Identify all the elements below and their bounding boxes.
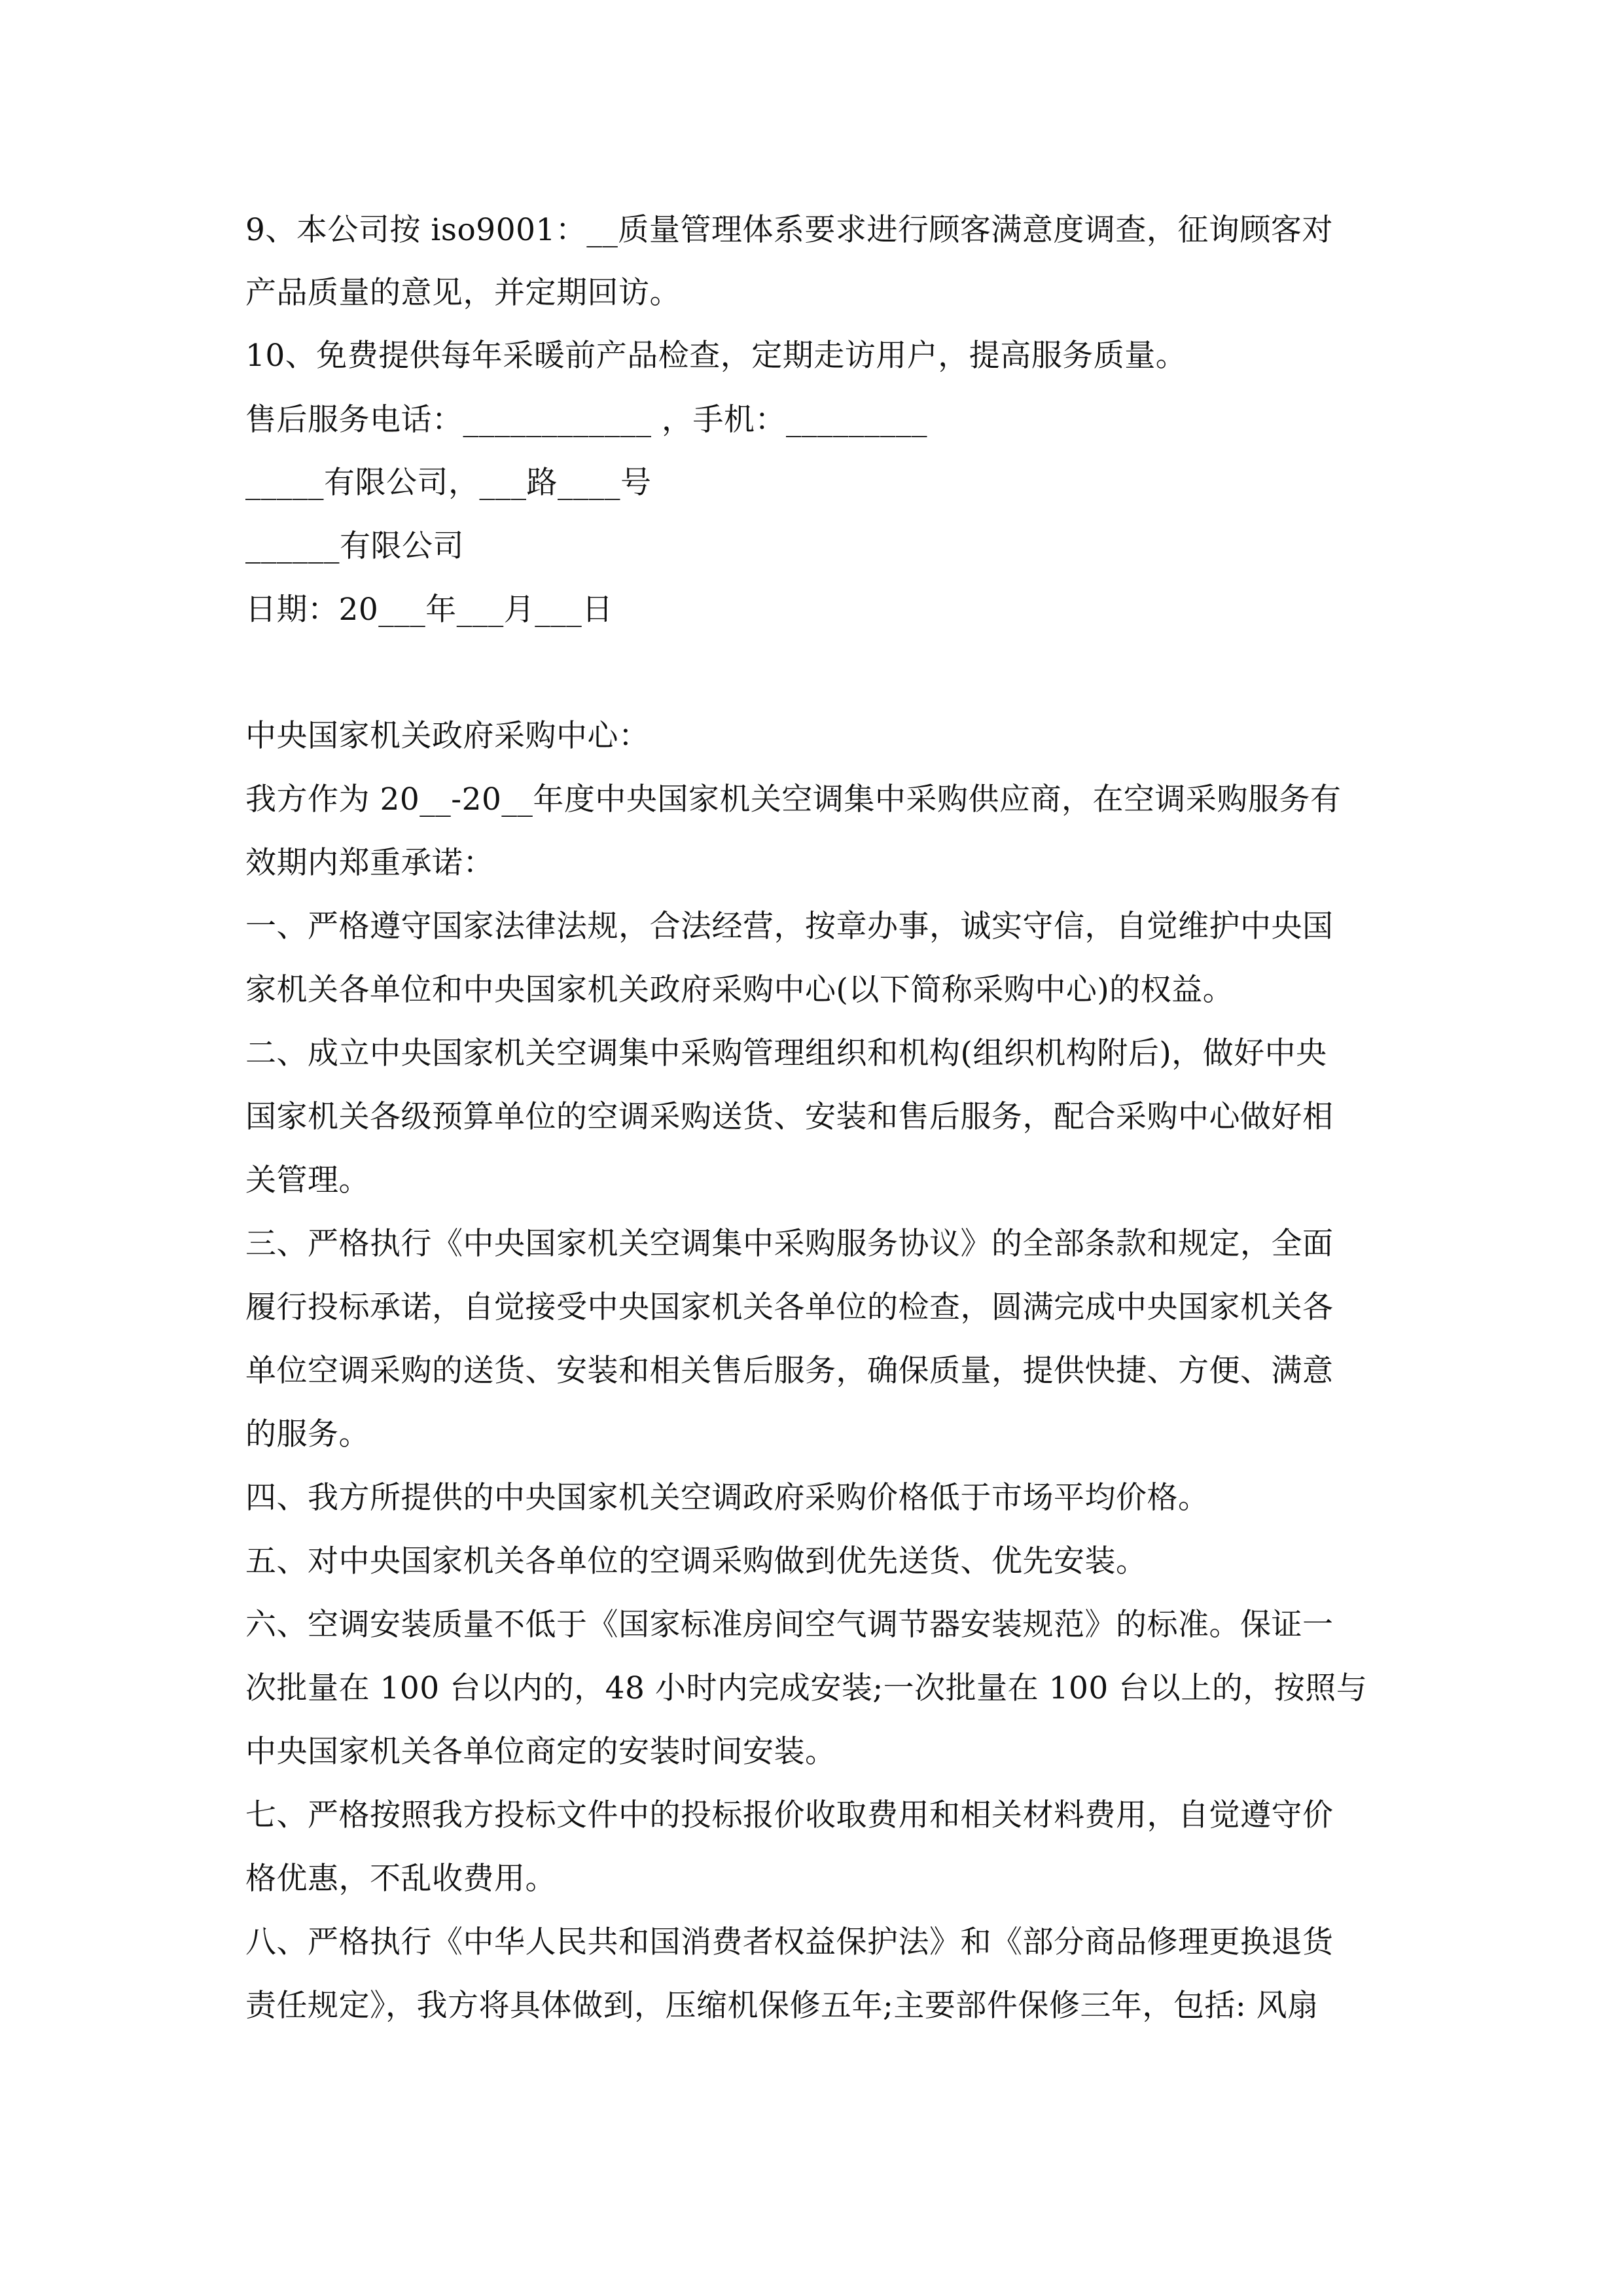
promise-6-line-3: 中央国家机关各单位商定的安装时间安装。 — [245, 1734, 836, 1770]
intro-line-1: 我方作为 20__-20__年度中央国家机关空调集中采购供应商，在空调采购服务有 — [245, 781, 1342, 817]
promise-1-line-1: 一、严格遵守国家法律法规，合法经营，按章办事，诚实守信，自觉维护中央国 — [245, 908, 1334, 944]
promise-1-line-2: 家机关各单位和中央国家机关政府采购中心(以下简称采购中心)的权益。 — [245, 972, 1234, 1008]
promise-7-line-2: 格优惠，不乱收费用。 — [245, 1861, 556, 1897]
promise-7-line-1: 七、严格按照我方投标文件中的投标报价收取费用和相关材料费用，自觉遵守价 — [245, 1797, 1334, 1833]
clause-9-line-2: 产品质量的意见，并定期回访。 — [245, 275, 681, 311]
company-name-line: ______有限公司 — [245, 528, 464, 564]
promise-6-line-2: 次批量在 100 台以内的，48 小时内完成安装;一次批量在 100 台以上的，按照与 — [245, 1670, 1368, 1706]
promise-3-line-3: 单位空调采购的送货、安装和相关售后服务，确保质量，提供快捷、方便、满意 — [245, 1353, 1334, 1389]
promise-8-line-1: 八、严格执行《中华人民共和国消费者权益保护法》和《部分商品修理更换退货 — [245, 1924, 1334, 1960]
intro-line-2: 效期内郑重承诺： — [245, 845, 494, 881]
promise-2-line-2: 国家机关各级预算单位的空调采购送货、安装和售后服务，配合采购中心做好相 — [245, 1099, 1334, 1135]
salutation: 中央国家机关政府采购中心： — [245, 718, 650, 754]
clause-9-line-1: 9、本公司按 iso9001：__质量管理体系要求进行顾客满意度调查，征询顾客对 — [245, 212, 1333, 248]
service-phone-line: 售后服务电话：____________ ，手机：_________ — [245, 402, 927, 438]
promise-2-line-1: 二、成立中央国家机关空调集中采购管理组织和机构(组织机构附后)，做好中央 — [245, 1035, 1327, 1071]
promise-3-line-4: 的服务。 — [245, 1416, 370, 1452]
company-address-line: _____有限公司，___路____号 — [245, 465, 652, 501]
promise-2-line-3: 关管理。 — [245, 1162, 370, 1198]
promise-6-line-1: 六、空调安装质量不低于《国家标准房间空气调节器安装规范》的标准。保证一 — [245, 1607, 1334, 1643]
promise-3-line-1: 三、严格执行《中央国家机关空调集中采购服务协议》的全部条款和规定，全面 — [245, 1226, 1334, 1262]
clause-10-line: 10、免费提供每年采暖前产品检查，定期走访用户，提高服务质量。 — [245, 338, 1187, 374]
promise-5-line-1: 五、对中央国家机关各单位的空调采购做到优先送货、优先安装。 — [245, 1543, 1147, 1579]
promise-3-line-2: 履行投标承诺，自觉接受中央国家机关各单位的检查，圆满完成中央国家机关各 — [245, 1289, 1334, 1325]
promise-8-line-2: 责任规定》，我方将具体做到，压缩机保修五年;主要部件保修三年，包括: 风扇 — [245, 1988, 1319, 2024]
date-line: 日期：20___年___月___日 — [245, 592, 613, 628]
promise-4-line-1: 四、我方所提供的中央国家机关空调政府采购价格低于市场平均价格。 — [245, 1480, 1209, 1516]
